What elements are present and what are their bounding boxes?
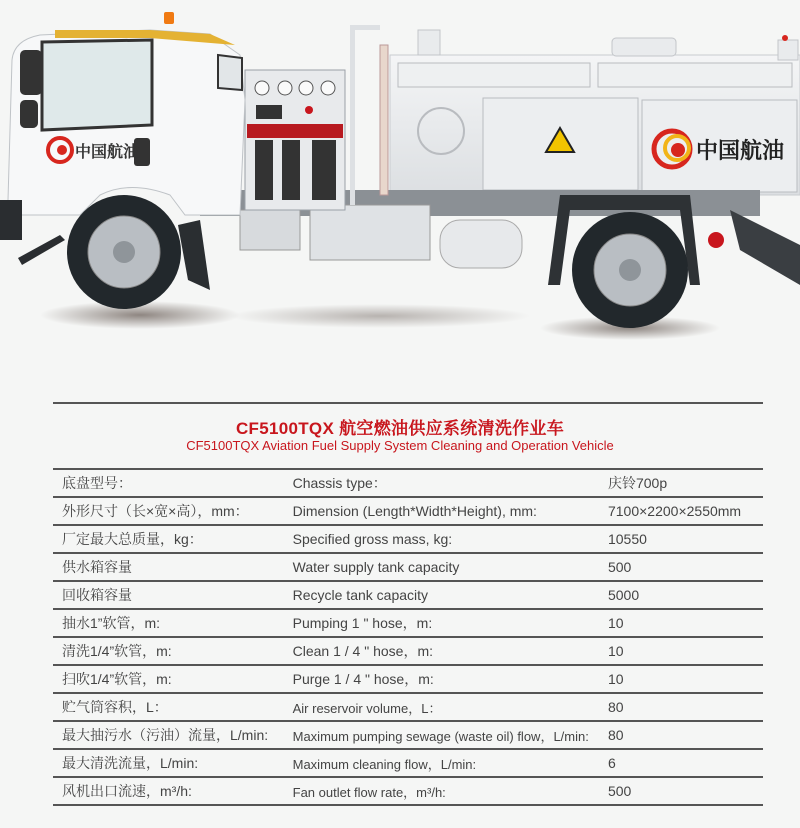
spec-label-en: Dimension (Length*Width*Height), mm: — [293, 497, 608, 525]
spec-label-en: Maximum cleaning flow，L/min: — [293, 749, 608, 777]
spec-value: 6 — [608, 749, 763, 777]
spec-value: 500 — [608, 777, 763, 805]
spec-label-en: Maximum pumping sewage (waste oil) flow，L/min: — [293, 721, 608, 749]
svg-text:中国航油: 中国航油 — [75, 142, 140, 161]
front-wheel — [67, 195, 181, 309]
title-english: CF5100TQX Aviation Fuel Supply System Cleaning and Operation Vehicle — [186, 438, 614, 453]
spec-value: 庆铃700p — [608, 469, 763, 497]
spec-value: 80 — [608, 693, 763, 721]
table-row — [53, 609, 763, 637]
table-row — [53, 525, 763, 553]
spec-label-en: Clean 1 / 4 " hose，m: — [293, 637, 608, 665]
spec-value: 80 — [608, 721, 763, 749]
spec-value: 10550 — [608, 525, 763, 553]
table-row — [53, 497, 763, 525]
spec-label-en: Pumping 1 " hose，m: — [293, 609, 608, 637]
spec-value: 7100×2200×2550mm — [608, 497, 763, 525]
spec-label-cn: 扫吹1/4”软管，m: — [53, 665, 293, 693]
spec-label-en: Fan outlet flow rate，m³/h: — [293, 777, 608, 805]
spec-label-en: Specified gross mass, kg: — [293, 525, 608, 553]
spec-label-en: Chassis type： — [293, 469, 608, 497]
spec-label-en: Purge 1 / 4 " hose，m: — [293, 665, 608, 693]
svg-text:中国航油: 中国航油 — [696, 139, 785, 164]
spec-value: 10 — [608, 609, 763, 637]
table-row — [53, 553, 763, 581]
spec-label-cn: 供水箱容量 — [53, 553, 293, 581]
spec-value: 10 — [608, 637, 763, 665]
table-row — [53, 469, 763, 497]
title-chinese: CF5100TQX 航空燃油供应系统清洗作业车 — [235, 419, 565, 438]
header-rule — [53, 402, 763, 404]
spec-value: 500 — [608, 553, 763, 581]
vehicle-photo — [0, 0, 800, 400]
spec-label-en: Water supply tank capacity — [293, 553, 608, 581]
table-row — [53, 581, 763, 609]
spec-label-cn: 底盘型号： — [53, 469, 293, 497]
spec-label-cn: 抽水1”软管，m: — [53, 609, 293, 637]
spec-label-cn: 最大清洗流量，L/min: — [53, 749, 293, 777]
rear-wheel — [572, 212, 688, 328]
spec-label-cn: 贮气筒容积，L： — [53, 693, 293, 721]
table-row — [53, 693, 763, 721]
spec-label-cn: 回收箱容量 — [53, 581, 293, 609]
spec-label-cn: 清洗1/4”软管，m: — [53, 637, 293, 665]
table-row — [53, 749, 763, 777]
spec-label-cn: 外形尺寸（长×宽×高），mm： — [53, 497, 293, 525]
table-row — [53, 777, 763, 805]
spec-label-cn: 风机出口流速，m³/h: — [53, 777, 293, 805]
table-row — [53, 637, 763, 665]
spec-label-en: Recycle tank capacity — [293, 581, 608, 609]
spec-label-en: Air reservoir volume，L： — [293, 693, 608, 721]
table-row — [53, 665, 763, 693]
spec-table — [53, 468, 763, 806]
spec-value: 5000 — [608, 581, 763, 609]
spec-label-cn: 最大抽污水（污油）流量，L/min: — [53, 721, 293, 749]
spec-label-cn: 厂定最大总质量，kg： — [53, 525, 293, 553]
spec-value: 10 — [608, 665, 763, 693]
table-row — [53, 721, 763, 749]
